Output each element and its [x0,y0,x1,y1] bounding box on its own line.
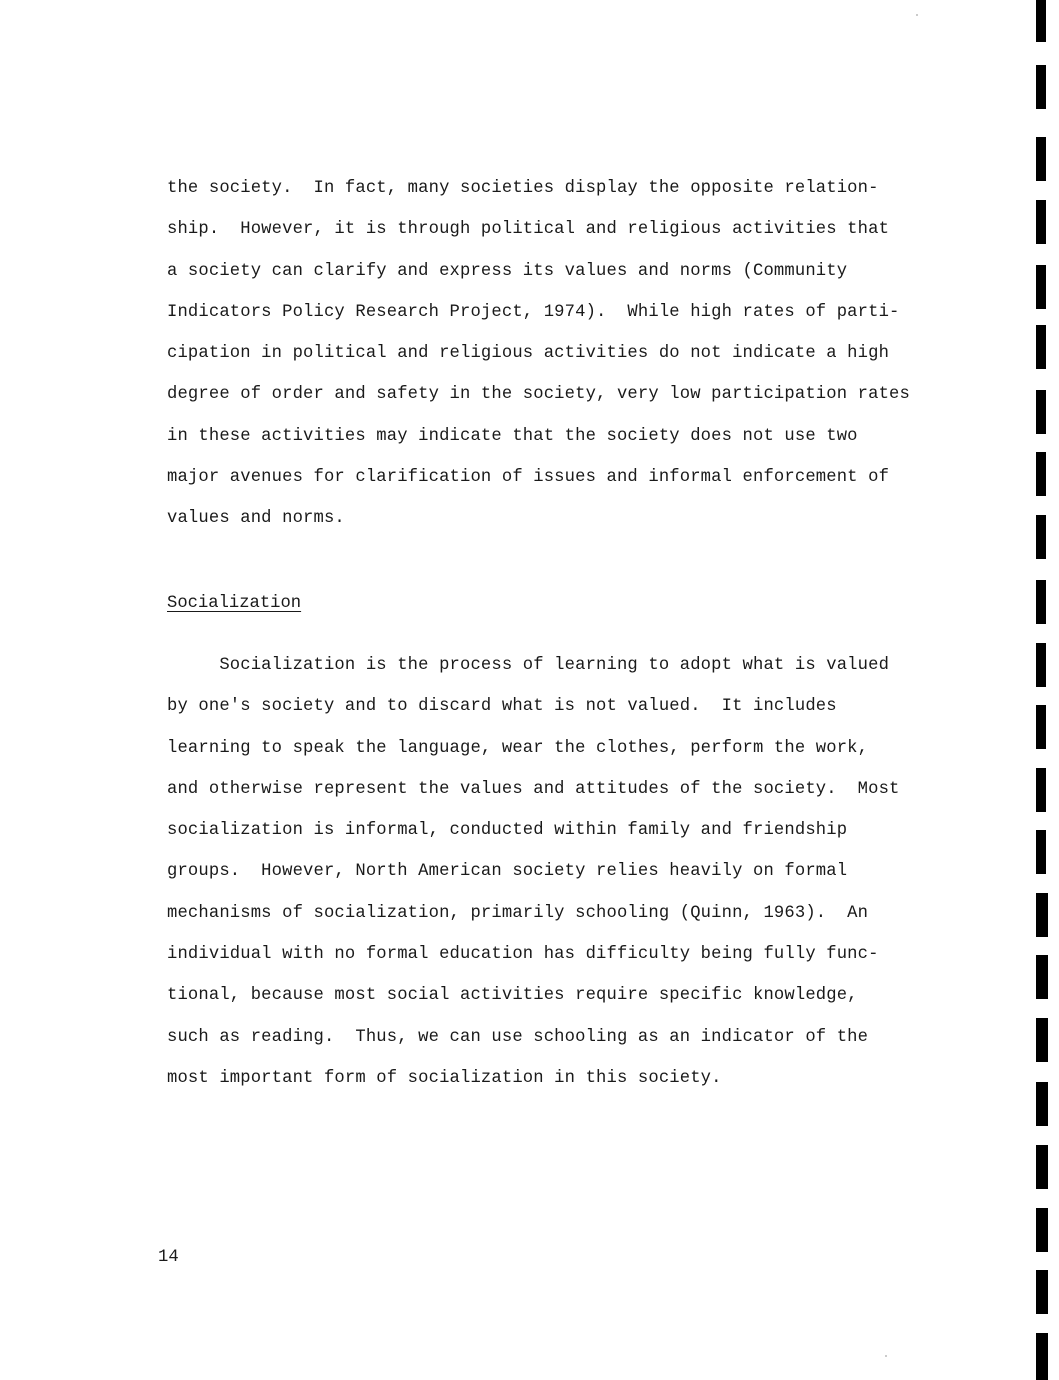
text-line: ship. However, it is through political and religious activities that [167,220,890,240]
text-line: such as reading. Thus, we can use schooling as an indicator of the [167,1027,869,1047]
text-line: learning to speak the language, wear the clothes, perform the work, [167,738,869,758]
binding-mark [1036,955,1048,999]
text-line: socialization is informal, conducted within family and friendship [167,821,848,841]
binding-mark [1036,1208,1048,1252]
paragraph-2 [167,645,907,1099]
binding-mark [1036,1270,1048,1314]
binding-mark [1036,265,1046,309]
binding-mark [1036,137,1046,181]
text-line: Socialization is the process of learning to adopt what is valued [167,656,890,675]
text-line: by one's society and to discard what is not valued. It includes [167,697,837,717]
binding-mark [1036,893,1048,937]
binding-mark [1036,768,1046,812]
text-line: individual with no formal education has difficulty being fully func- [167,945,879,965]
text-line: degree of order and safety in the society, very low participation rates [167,385,910,405]
binding-mark [1036,0,1046,42]
text-line: major avenues for clarification of issues and informal enforcement of [167,468,890,488]
binding-mark [1036,200,1046,244]
text-line: groups. However, North American society relies heavily on formal [167,862,848,882]
binding-mark [1036,515,1046,559]
binding-mark [1036,390,1046,434]
text-line: in these activities may indicate that the society does not use two [167,426,858,446]
page-number: 14 [158,1248,179,1267]
binding-marks [1036,0,1059,1380]
binding-mark [1036,325,1046,369]
scan-speck [885,1355,887,1357]
binding-mark [1036,1145,1048,1189]
text-line: cipation in political and religious activities do not indicate a high [167,344,890,364]
text-line: the society. In fact, many societies display the opposite relation- [167,179,879,198]
text-line: values and norms. [167,509,345,529]
binding-mark [1036,705,1046,749]
binding-mark [1036,1333,1048,1380]
binding-mark [1036,65,1046,109]
binding-mark [1036,830,1046,874]
paragraph-1 [167,168,910,540]
binding-mark [1036,452,1046,496]
binding-mark [1036,643,1046,687]
section-heading: Socialization [167,594,302,613]
text-line: most important form of socialization in this society. [167,1068,722,1088]
binding-mark [1036,1082,1048,1126]
text-line: a society can clarify and express its values and norms (Community [167,261,848,281]
scan-speck [916,14,918,16]
binding-mark [1036,580,1046,624]
text-line: Indicators Policy Research Project, 1974). While high rates of parti- [167,302,900,322]
text-line: and otherwise represent the values and attitudes of the society. Most [167,779,900,799]
binding-mark [1036,1018,1048,1062]
text-line: mechanisms of socialization, primarily schooling (Quinn, 1963). An [167,903,869,923]
text-line: tional, because most social activities require specific knowledge, [167,986,858,1006]
